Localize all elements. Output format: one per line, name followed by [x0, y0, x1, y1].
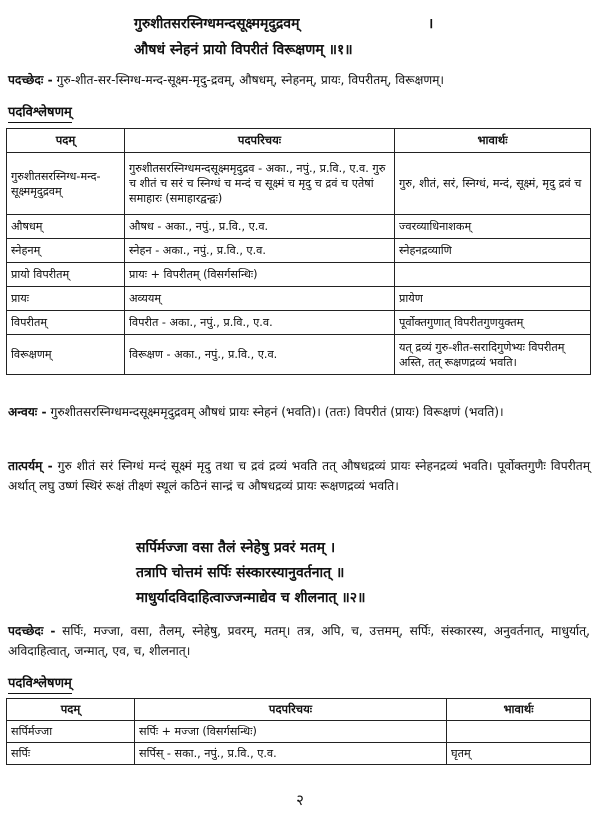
cell-parichaya: अव्ययम्: [125, 287, 395, 311]
padavishleshanam2-table: [6, 698, 591, 765]
padaccheda1-label: पदच्छेदः -: [8, 73, 53, 87]
table-header-row: [7, 129, 591, 153]
cell-parichaya: स्नेहन - अका., नपुं., प्र.वि., ए.व.: [125, 239, 395, 263]
table-row: [7, 311, 591, 335]
page-number: २: [296, 791, 304, 809]
cell-bhavartha: घृतम्: [447, 743, 591, 765]
anvaya1: [8, 402, 590, 422]
table-header-bhavartha: भावार्थः: [447, 699, 591, 721]
cell-parichaya: गुरुशीतसरस्निग्धमन्दसूक्ष्ममृदुद्रव - अका., नपुं., प्र.वि., ए.व. गुरु च शीतं च सरं च स्निग्धं च मन्दं च सूक्ष्मं च मृदु च द्रवं च एतेषां समाहारः (समाहारद्वन्द्वः): [125, 153, 395, 215]
table-row: [7, 153, 591, 215]
verse1-danda: ।: [428, 16, 434, 32]
padaccheda1-text: गुरु-शीत-सर-स्निग्ध-मन्द-सूक्ष्म-मृदु-द्रवम्, औषधम्, स्नेहनम्, प्रायः, विपरीतम्, विरूक्षणम्।: [56, 73, 445, 87]
padaccheda2: [8, 621, 590, 661]
cell-pada: सर्पिः: [7, 743, 135, 765]
padavishleshanam2-heading: [8, 673, 72, 691]
padaccheda2-text: सर्पिः, मज्जा, वसा, तैलम्, स्नेहेषु, प्रवरम्, मतम्। तत्र, अपि, च, उत्तमम्, सर्पिः, संस्कारस्य, अनुवर्तनात्, माधुर्यात्, अविदाहित्वात्, जन्मात्, एव, च, शीलनात्।: [8, 624, 590, 658]
cell-pada: औषधम्: [7, 215, 125, 239]
table-row: [7, 335, 591, 375]
table-row: [7, 263, 591, 287]
verse2-line2: तत्रापि चोत्तमं सर्पिः संस्कारस्यानुवर्तनात् ॥: [136, 565, 345, 581]
table-row: [7, 743, 591, 765]
cell-bhavartha: स्नेहनद्रव्याणि: [395, 239, 591, 263]
cell-pada: सर्पिर्मज्जा: [7, 721, 135, 743]
table-header-row: [7, 699, 591, 721]
heading-underline: [8, 122, 72, 123]
cell-bhavartha: यत् द्रव्यं गुरु-शीत-सरादिगुणेभ्यः विपरीतम् अस्ति, तत् रूक्षणद्रव्यं भवति।: [395, 335, 591, 375]
heading-underline: [8, 693, 72, 694]
cell-pada: प्रायः: [7, 287, 125, 311]
verse2-line1: सर्पिर्मज्जा वसा तैलं स्नेहेषु प्रवरं मतम् ।: [136, 540, 336, 556]
verse1-line1: गुरुशीतसरस्निग्धमन्दसूक्ष्ममृदुद्रवम्: [134, 16, 300, 32]
padaccheda1: [8, 70, 590, 90]
verse2-line3: माधुर्यादविदाहित्वाज्जन्माद्येव च शीलनात् ॥२॥: [136, 590, 366, 606]
padavishleshanam1-table: [6, 128, 591, 375]
tatparya1-text: गुरु शीतं सरं स्निग्धं मन्दं सूक्ष्मं मृदु तथा च द्रवं द्रव्यं भवति तत् औषधद्रव्यं प्रायः स्नेहनद्रव्यं भवति। पूर्वोक्तगुणैः विपरीतम् अर्थात् लघु उष्णं स्थिरं रूक्षं तीक्ष्णं स्थूलं कठिनं सान्द्रं च औषधद्रव्यं प्रायः रूक्षणद्रव्यं भवति।: [8, 459, 591, 493]
cell-pada: गुरुशीतसरस्निग्ध-मन्द-सूक्ष्ममृदुद्रवम्: [7, 153, 125, 215]
table-header-pada: पदम्: [7, 129, 125, 153]
verse1-line2: औषधं स्नेहनं प्रायो विपरीतं विरूक्षणम् ॥१॥: [134, 42, 353, 58]
tatparya1-label: तात्पर्यम् -: [8, 459, 53, 473]
cell-bhavartha: [395, 263, 591, 287]
cell-parichaya: सर्पिस् - सका., नपुं., प्र.वि., ए.व.: [135, 743, 447, 765]
cell-bhavartha: प्रायेण: [395, 287, 591, 311]
table-header-parichaya: पदपरिचयः: [135, 699, 447, 721]
cell-parichaya: प्रायः + विपरीतम् (विसर्गसन्धिः): [125, 263, 395, 287]
cell-bhavartha: [447, 721, 591, 743]
table-row: [7, 721, 591, 743]
cell-parichaya: औषध - अका., नपुं., प्र.वि., ए.व.: [125, 215, 395, 239]
cell-bhavartha: गुरु, शीतं, सरं, स्निग्धं, मन्दं, सूक्ष्मं, मृदु द्रवं च: [395, 153, 591, 215]
table-header-pada: पदम्: [7, 699, 135, 721]
padavishleshanam1-heading: [8, 102, 72, 120]
table-header-bhavartha: भावार्थः: [395, 129, 591, 153]
tatparya1: [8, 456, 590, 496]
padavishleshanam1-heading-text: पदविश्लेषणम्: [8, 105, 72, 120]
cell-bhavartha: ज्वरव्याधिनाशकम्: [395, 215, 591, 239]
cell-pada: विरूक्षणम्: [7, 335, 125, 375]
cell-bhavartha: पूर्वोक्तगुणात् विपरीतगुणयुक्तम्: [395, 311, 591, 335]
cell-pada: प्रायो विपरीतम्: [7, 263, 125, 287]
cell-pada: स्नेहनम्: [7, 239, 125, 263]
table-row: [7, 215, 591, 239]
cell-parichaya: सर्पिः + मज्जा (विसर्गसन्धिः): [135, 721, 447, 743]
padavishleshanam2-heading-text: पदविश्लेषणम्: [8, 676, 72, 691]
table-row: [7, 239, 591, 263]
table-header-parichaya: पदपरिचयः: [125, 129, 395, 153]
cell-parichaya: विरूक्षण - अका., नपुं., प्र.वि., ए.व.: [125, 335, 395, 375]
cell-parichaya: विपरीत - अका., नपुं., प्र.वि., ए.व.: [125, 311, 395, 335]
table-row: [7, 287, 591, 311]
anvaya1-text: गुरुशीतसरस्निग्धमन्दसूक्ष्ममृदुद्रवम् औषधं प्रायः स्नेहनं (भवति)। (ततः) विपरीतं (प्रायः) विरूक्षणं (भवति)।: [50, 405, 504, 419]
anvaya1-label: अन्वयः -: [8, 405, 47, 419]
padaccheda2-label: पदच्छेदः -: [8, 624, 56, 638]
cell-pada: विपरीतम्: [7, 311, 125, 335]
